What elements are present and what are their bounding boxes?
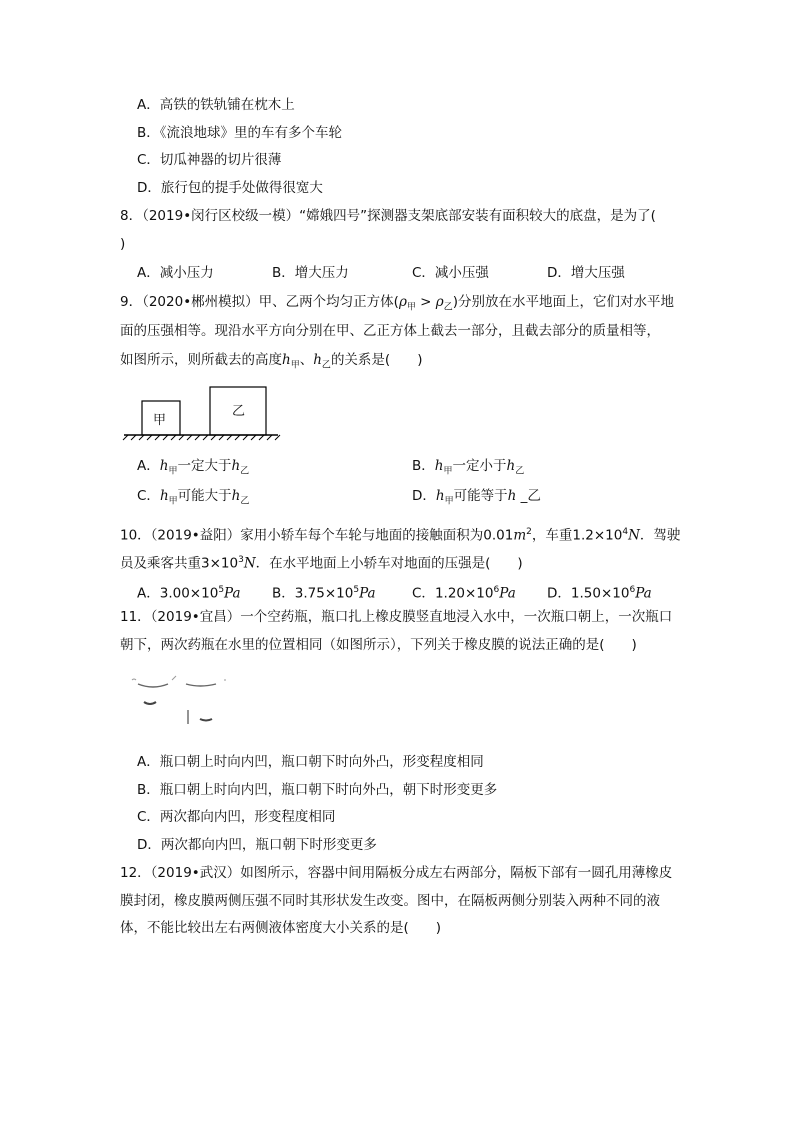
q9-option-d-letter: D． [412, 488, 436, 504]
q11-stem-line2: 朝下，两次药瓶在水里的位置相同（如图所示），下列关于橡皮膜的说法正确的是( ) [120, 637, 637, 653]
q9-gt: > [415, 294, 436, 310]
q10-area-exp: 2 [526, 527, 532, 537]
q9-rho-jia: ρ [398, 294, 407, 310]
q9-option-b-sub1: 甲 [443, 466, 453, 477]
q12-stem-line1: 12．（2019•武汉）如图所示，容器中间用隔板分成左右两部分，隔板下部有一圆孔用薄橡皮 [120, 865, 673, 881]
q10-option-a-mantissa: 3.00×10 [159, 585, 219, 602]
q9-option-d [412, 486, 541, 512]
q9-option-d-sub2: 乙 [527, 488, 541, 504]
q11-figure-svg [128, 672, 238, 732]
q11-stem-line1: 11．（2019•宜昌）一个空药瓶，瓶口扎上橡皮膜竖直地浸入水中，一次瓶口朝上，一次瓶口 [120, 609, 673, 625]
q9-stem-line2: 面的压强相等。现沿水平方向分别在甲、乙正方体上截去一部分，且截去部分的质量相等， [120, 323, 660, 339]
q10-option-c [412, 580, 516, 604]
bottle-down-membrane [186, 684, 216, 686]
q8-option-c: C．减小压强 [412, 265, 489, 281]
q9-rho-yi: ρ [435, 294, 444, 310]
cube-jia-label: 甲 [153, 413, 167, 428]
q9-option-c-text: 可能大于 [177, 488, 232, 504]
q9-h-yi-sub: 乙 [321, 360, 331, 371]
q9-option-d-h1: h [435, 488, 445, 504]
ground-hatching [123, 435, 280, 440]
q7-option-d: D．旅行包的提手处做得很宽大 [137, 180, 323, 196]
q10-option-c-unit: Pa [499, 585, 516, 602]
q11-option-c: C．两次都向内凹，形变程度相同 [137, 809, 336, 825]
q9-option-d-sub1: 甲 [444, 496, 454, 507]
q9-rho-jia-sub: 甲 [406, 302, 416, 313]
q10-option-d-letter: D． [547, 585, 571, 602]
q10-option-a-exp: 5 [218, 585, 225, 595]
q10-area-number: 0.01 [483, 527, 514, 544]
q10-area-unit: m [513, 527, 527, 544]
q10-weight-mantissa: 1.2×10 [572, 527, 623, 544]
q10-option-b-mantissa: 3.75×10 [294, 585, 354, 602]
q9-option-a-sub1: 甲 [168, 466, 178, 477]
q9-option-c-sub2: 乙 [240, 496, 250, 507]
q9-option-b-letter: B． [412, 458, 435, 474]
q12-stem-line2: 膜封闭，橡皮膜两侧压强不同时其形状发生改变。图中，在隔板两侧分别装入两种不同的液 [120, 893, 660, 909]
bottle-up-membrane [138, 684, 168, 687]
q9-option-c-letter: C． [137, 488, 160, 504]
q8-option-a: A．减小压力 [137, 265, 214, 281]
q8-stem-line1: 8．（2019•闵行区校级一模）“嫦娥四号”探测器支架底部安装有面积较大的底盘，是为了( [120, 208, 656, 224]
q9-option-c-sub1: 甲 [168, 496, 178, 507]
q9-stem3-prefix: 如图所示，则所截去的高度 [120, 352, 282, 368]
q7-option-c: C．切瓜神器的切片很薄 [137, 152, 282, 168]
q9-h-jia-sub: 甲 [290, 360, 300, 371]
q10-people-unit: N [243, 555, 256, 572]
q9-option-b-h2: h [506, 458, 516, 474]
q10-option-b-exp: 5 [353, 585, 360, 595]
q12-stem-line3: 体，不能比较出左右两侧液体密度大小关系的是( ) [120, 920, 442, 936]
cube-yi-label: 乙 [232, 404, 246, 419]
q9-option-b-h1: h [434, 458, 444, 474]
q9-option-b [412, 456, 524, 482]
q9-option-a-letter: A． [137, 458, 160, 474]
q11-option-d: D．两次都向内凹，瓶口朝下时形变更多 [137, 837, 377, 853]
q10-option-d-exp: 6 [629, 585, 636, 595]
q10-option-c-mantissa: 1.20×10 [434, 585, 494, 602]
q9-option-c-h2: h [231, 488, 241, 504]
q10-stem-line1 [120, 522, 680, 546]
q9-option-c [137, 486, 249, 512]
q8-option-d: D．增大压强 [547, 265, 625, 281]
q9-rho-yi-sub: 乙 [443, 302, 453, 313]
q10-option-a-letter: A． [137, 585, 160, 602]
q10-people-mantissa: 3×10 [201, 555, 239, 572]
q11-figure [128, 672, 238, 732]
q9-stem-suffix: )分别放在水平地面上，它们对水平地 [452, 294, 675, 310]
q10-option-b [272, 580, 376, 604]
q8-stem-line2: ) [120, 236, 126, 252]
q10-option-d-mantissa: 1.50×10 [570, 585, 630, 602]
q9-option-d-gap: _ [516, 488, 528, 504]
q10-stem-prefix: 10．（2019•益阳）家用小轿车每个车轮与地面的接触面积为 [120, 527, 484, 544]
q10-stem-line2 [120, 550, 523, 574]
q9-h-yi: h [313, 352, 322, 368]
q10-stem-tail: ．驾驶 [639, 527, 681, 544]
q11-option-a: A．瓶口朝上时向内凹，瓶口朝下时向外凸，形变程度相同 [137, 754, 484, 770]
q10-option-c-letter: C． [412, 585, 435, 602]
q9-option-b-sub2: 乙 [515, 466, 525, 477]
q10-weight-unit: N [628, 527, 640, 544]
q7-option-b: B．《流浪地球》里的车有多个车轮 [137, 125, 343, 141]
q9-option-c-h1: h [159, 488, 169, 504]
q9-option-b-text: 一定小于 [452, 458, 507, 474]
q10-option-b-letter: B． [272, 585, 295, 602]
q9-option-a [137, 456, 249, 482]
q9-figure [122, 385, 282, 441]
q10-people-exp: 3 [238, 555, 244, 565]
q9-stem-prefix: 9．（2020•郴州模拟）甲、乙两个均匀正方体( [120, 294, 399, 310]
q10-stem2-suffix: ．在水平地面上小轿车对地面的压强是( ) [255, 555, 523, 572]
q9-option-d-h2: h [507, 488, 517, 504]
q10-option-b-unit: Pa [359, 585, 376, 602]
q10-option-c-exp: 6 [493, 585, 500, 595]
q10-stem-mid: ，车重 [531, 527, 573, 544]
q9-stem-line1 [120, 292, 674, 318]
q7-option-a: A．高铁的铁轨铺在枕木上 [137, 97, 295, 113]
q9-figure-svg [122, 385, 282, 441]
q9-stem-line3 [120, 350, 422, 376]
q9-option-a-sub2: 乙 [240, 466, 250, 477]
q9-h-jia: h [282, 352, 291, 368]
q9-option-a-h2: h [231, 458, 241, 474]
q10-option-a-unit: Pa [224, 585, 241, 602]
q8-option-b: B．增大压力 [272, 265, 349, 281]
q9-stem3-suffix: 的关系是( ) [330, 352, 423, 368]
q11-option-b: B．瓶口朝上时向内凹，瓶口朝下时向外凸，朝下时形变更多 [137, 782, 498, 798]
q10-weight-exp: 4 [622, 527, 629, 537]
q9-sep: 、 [299, 352, 314, 368]
q10-option-d [547, 580, 652, 604]
q9-option-a-h1: h [159, 458, 169, 474]
q9-option-d-text: 可能等于 [453, 488, 508, 504]
q10-stem2-prefix: 员及乘客共重 [120, 555, 201, 572]
q9-option-a-text: 一定大于 [177, 458, 232, 474]
q10-option-a [137, 580, 241, 604]
q10-option-d-unit: Pa [635, 585, 652, 602]
